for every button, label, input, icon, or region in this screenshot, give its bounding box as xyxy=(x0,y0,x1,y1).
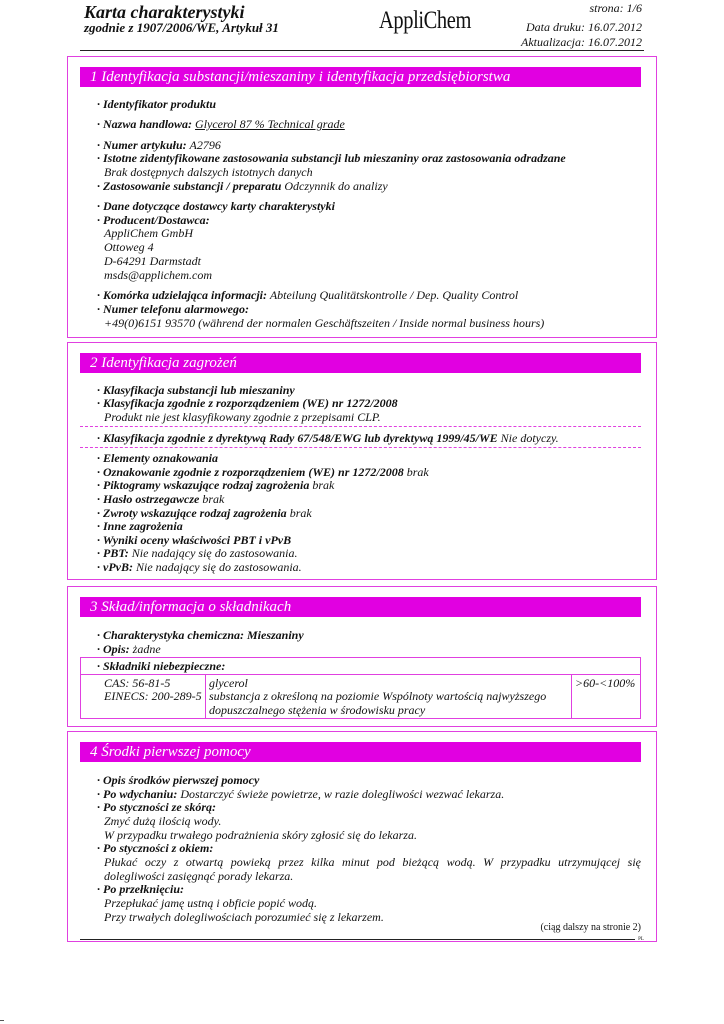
page-number: strona: 1/6 xyxy=(589,1,642,15)
document-subtitle: zgodnie z 1907/2006/WE, Artykuł 31 xyxy=(84,20,279,35)
table-column-divider xyxy=(571,674,572,719)
header-divider xyxy=(80,50,644,51)
component-note: dopuszczalnego stężenia w środowisku pracy xyxy=(209,703,426,717)
section-4 xyxy=(67,731,657,942)
component-name: glycerol xyxy=(209,676,248,690)
label-elements-label: · Elementy oznakowania xyxy=(97,451,219,465)
date-block xyxy=(521,20,642,50)
trade-name-value: Glycerol 87 % Technical grade xyxy=(195,117,345,131)
info-department-row: · Komórka udzielająca informacji: Abteilung Qualitätskontrolle / Dep. Quality Control xyxy=(97,288,519,302)
labelling-row: · Oznakowanie zgodnie z rozporządzeniem (WE) nr 1272/2008 brak xyxy=(97,465,429,479)
eye-contact-label: · Po styczności z okiem: xyxy=(97,841,214,855)
ingestion-text: Przepłukać jamę ustną i obficie popić wodą. xyxy=(104,896,317,910)
description-row: · Opis: żadne xyxy=(97,642,161,656)
section-3 xyxy=(67,586,657,727)
dashed-divider xyxy=(80,426,641,427)
skin-contact-label: · Po styczności ze skórą: xyxy=(97,800,216,814)
einecs-number: EINECS: 200-289-5 xyxy=(104,689,202,703)
identified-uses-value: Brak dostępnych dalszych istotnych danych xyxy=(104,165,313,179)
ingestion-text: Przy trwałych dolegliwościach porozumieć się z lekarzem. xyxy=(104,910,384,924)
identified-uses-label: · Istotne zidentyfikowane zastosowania substancji lub mieszaniny oraz zastosowania odradzane xyxy=(97,151,566,165)
print-date: Data druku: 16.07.2012 xyxy=(526,20,642,34)
skin-contact-text: Zmyć dużą ilością wody. xyxy=(104,814,222,828)
update-date: Aktualizacja: 16.07.2012 xyxy=(521,35,642,49)
dashed-divider xyxy=(80,447,641,448)
substance-use-row: · Zastosowanie substancji / preparatu Odczynnik do analizy xyxy=(97,179,388,193)
section-2-heading: 2 Identyfikacja zagrożeń xyxy=(80,353,641,373)
producer-line: Ottoweg 4 xyxy=(104,240,154,254)
vpvb-row: · vPvB: Nie nadający się do zastosowania. xyxy=(97,560,302,574)
emergency-phone-label: · Numer telefonu alarmowego: xyxy=(97,302,249,316)
product-identifier-label: · Identyfikator produktu xyxy=(97,97,217,111)
language-code: PL xyxy=(638,937,644,942)
pbt-row: · PBT: Nie nadający się do zastosowania. xyxy=(97,546,298,560)
pbt-results-label: · Wyniki oceny właściwości PBT i vPvB xyxy=(97,533,292,547)
component-concentration: >60-<100% xyxy=(575,676,636,690)
chemical-characterization-label: · Charakterystyka chemiczna: Mieszaniny xyxy=(97,628,304,642)
section-2 xyxy=(67,342,657,580)
page-edge-mark xyxy=(0,1020,4,1021)
emergency-phone-value: +49(0)6151 93570 (während der normalen Geschäftszeiten / Inside normal business hours) xyxy=(104,316,545,330)
section-4-heading: 4 Środki pierwszej pomocy xyxy=(80,742,641,762)
signal-word-row: · Hasło ostrzegawcze brak xyxy=(97,492,225,506)
hazard-statements-row: · Zwroty wskazujące rodzaj zagrożenia brak xyxy=(97,506,312,520)
article-number-row: · Numer artykułu: A2796 xyxy=(97,138,221,152)
classification-label: · Klasyfikacja substancji lub mieszaniny xyxy=(97,383,295,397)
section-1 xyxy=(67,56,657,338)
eye-contact-text: Płukać oczy z otwartą powieką przez kilka minut pod bieżącą wodą. W przypadku utrzymującej się dolegliwości zasięgnąć porady lekarza. xyxy=(104,855,641,883)
supplier-details-label: · Dane dotyczące dostawcy karty charakterystyki xyxy=(97,199,335,213)
component-note: substancja z określoną na poziomie Wspólnoty wartością najwyższego xyxy=(209,689,547,703)
producer-label: · Producent/Dostawca: xyxy=(97,213,210,227)
ingestion-label: · Po przełknięciu: xyxy=(97,882,184,896)
hazardous-components-label: · Składniki niebezpieczne: xyxy=(97,659,226,673)
clp-classification-value: Produkt nie jest klasyfikowany zgodnie z przepisami CLP. xyxy=(104,410,381,424)
continued-note: (ciąg dalszy na stronie 2) xyxy=(540,922,641,933)
document-title: Karta charakterystyki xyxy=(84,2,245,22)
skin-contact-text: W przypadku trwałego podrażnienia skóry zgłosić się do lekarza. xyxy=(104,828,417,842)
other-hazards-label: · Inne zagrożenia xyxy=(97,519,183,533)
cas-number: CAS: 56-81-5 xyxy=(104,676,171,690)
clp-classification-label: · Klasyfikacja zgodnie z rozporządzeniem (WE) nr 1272/2008 xyxy=(97,396,398,410)
producer-email: msds@applichem.com xyxy=(104,268,213,282)
directive-classification-row: · Klasyfikacja zgodnie z dyrektywą Rady 67/548/EWG lub dyrektywą 1999/45/WE Nie dotyczy. xyxy=(97,431,559,445)
producer-line: AppliChem GmbH xyxy=(104,226,193,240)
section-1-heading: 1 Identyfikacja substancji/mieszaniny i identyfikacja przedsiębiorstwa xyxy=(80,67,641,87)
applichem-logo: AppliChem xyxy=(379,7,471,34)
first-aid-description-label: · Opis środków pierwszej pomocy xyxy=(97,773,260,787)
trade-name-row: · Nazwa handlowa: Glycerol 87 % Technical grade xyxy=(97,117,345,131)
footer-divider xyxy=(80,939,635,940)
section-3-heading: 3 Skład/informacja o składnikach xyxy=(80,597,641,617)
producer-line: D-64291 Darmstadt xyxy=(104,254,202,268)
pictograms-row: · Piktogramy wskazujące rodzaj zagrożenia brak xyxy=(97,478,335,492)
table-column-divider xyxy=(205,674,206,719)
inhalation-row: · Po wdychaniu: Dostarczyć świeże powietrze, w razie dolegliwości wezwać lekarza. xyxy=(97,787,505,801)
